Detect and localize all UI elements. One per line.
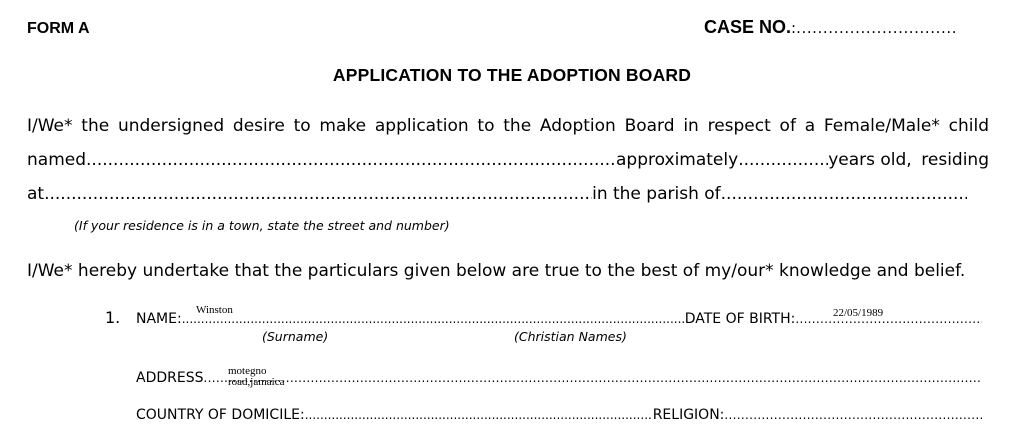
parish-label: in the parish of: [592, 184, 721, 204]
address-value-line-1: motegno: [228, 365, 267, 377]
case-number: [704, 17, 958, 38]
named-label: named: [27, 150, 87, 170]
name-label: NAME:: [136, 311, 182, 327]
intro-line-3: [27, 184, 989, 204]
at-label: at: [27, 184, 45, 204]
undertaking-text: I/We* hereby undertake that the particulars given below are true to the best of my/our* knowledge and belief.: [27, 261, 966, 281]
residence-field[interactable]: [44, 184, 592, 204]
residence-note: (If your residence is in a town, state the street and number): [74, 218, 450, 233]
form-label: FORM A: [27, 20, 90, 37]
name-field[interactable]: [182, 310, 685, 328]
dob-field[interactable]: [795, 310, 982, 328]
address-value-line-2: road,jamaica: [228, 376, 285, 388]
dob-value: 22/05/1989: [833, 307, 884, 319]
years-label: years old,: [828, 150, 912, 170]
name-value: Winston: [196, 304, 233, 316]
child-age-field[interactable]: [738, 150, 828, 170]
address-field[interactable]: [203, 369, 982, 387]
parish-field[interactable]: [721, 184, 967, 204]
surname-caption: (Surname): [262, 329, 329, 344]
religion-field[interactable]: [724, 406, 982, 424]
domicile-label: COUNTRY OF DOMICILE:: [136, 407, 305, 423]
religion-label: RELIGION:: [652, 407, 725, 423]
intro-line-2: [27, 150, 989, 170]
case-number-label: CASE NO.: [704, 17, 792, 37]
child-name-field[interactable]: [86, 150, 616, 170]
case-number-field[interactable]: [796, 19, 958, 37]
intro-line-1: I/We* the undersigned desire to make application to the Adoption Board in respect of a Female/Male* child: [27, 116, 989, 136]
residing-label: residing: [921, 150, 989, 170]
page-title: APPLICATION TO THE ADOPTION BOARD: [332, 65, 692, 85]
domicile-row: [136, 406, 982, 424]
approximately-label: approximately: [616, 150, 739, 170]
address-label: ADDRESS: [136, 370, 204, 386]
case-number-suffix: :: [791, 19, 797, 37]
dob-label: DATE OF BIRTH:: [684, 311, 796, 327]
item-number: 1.: [105, 308, 121, 327]
christian-names-caption: (Christian Names): [514, 329, 627, 344]
domicile-field[interactable]: [305, 406, 653, 424]
